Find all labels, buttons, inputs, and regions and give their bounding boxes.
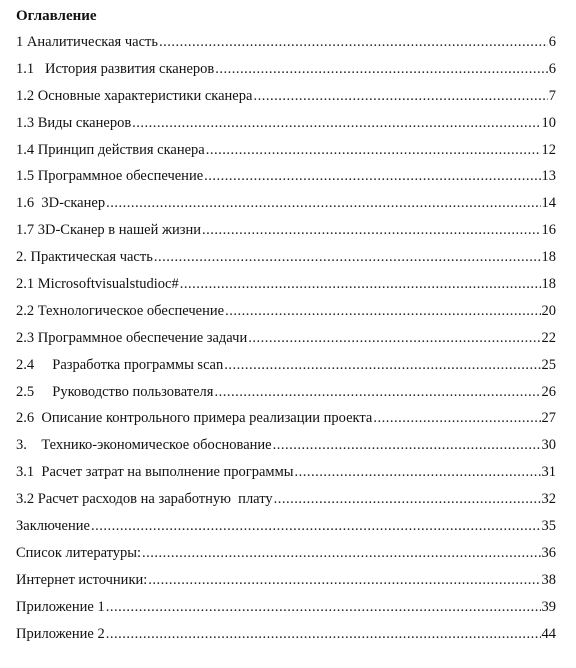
toc-dot-leader — [106, 624, 541, 644]
toc-entry-label: 1 Аналитическая часть — [16, 34, 158, 50]
toc-entry-page-number: 27 — [541, 410, 556, 427]
toc-title: Оглавление — [16, 8, 97, 24]
toc-entry[interactable] — [16, 113, 556, 140]
toc-entry-label: 3.2 Расчет расходов на заработную плату — [16, 491, 273, 508]
toc-dot-leader — [204, 166, 540, 186]
toc-entry[interactable] — [16, 516, 556, 543]
toc-entry[interactable] — [16, 355, 556, 382]
toc-entry-page-number: 30 — [541, 437, 556, 454]
toc-dot-leader — [154, 247, 541, 267]
toc-dot-leader — [142, 543, 540, 563]
toc-entry-label: 2.2 Технологическое обеспечение — [16, 302, 225, 319]
toc-dot-leader — [91, 516, 541, 536]
toc-entry[interactable] — [16, 220, 556, 247]
toc-dot-leader — [106, 597, 541, 617]
toc-entry-page-number: 31 — [541, 464, 556, 481]
toc-entry[interactable] — [16, 301, 556, 328]
toc-entry-label: 2.3 Программное обеспечение задачи — [16, 329, 248, 346]
toc-entry-page-number: 39 — [541, 598, 556, 615]
toc-list — [16, 32, 556, 650]
toc-entry-page-number: 18 — [541, 276, 556, 293]
toc-entry-page-number: 26 — [541, 383, 556, 400]
toc-entry[interactable] — [16, 462, 556, 489]
toc-entry-label: 2. Практическая часть — [16, 249, 153, 266]
toc-entry-page-number: 7 — [548, 87, 556, 104]
toc-entry-label: 1.6 3D-сканер — [16, 195, 106, 212]
toc-entry-label: 2.5 Руководство пользователя — [16, 383, 214, 400]
toc-entry-label: Интернет источники: — [16, 571, 148, 588]
toc-entry[interactable] — [16, 59, 556, 86]
toc-entry-label: 2.6 Описание контрольного примера реализации проекта — [16, 410, 373, 427]
toc-entry-page-number: 12 — [541, 141, 556, 158]
toc-entry-label: 3. Технико-экономическое обоснование — [16, 437, 272, 454]
toc-entry[interactable] — [16, 274, 556, 301]
toc-dot-leader — [180, 274, 541, 294]
toc-dot-leader — [273, 435, 541, 455]
toc-entry[interactable] — [16, 543, 556, 570]
toc-dot-leader — [225, 301, 540, 321]
toc-entry-page-number: 25 — [541, 356, 556, 373]
toc-entry-page-number: 13 — [541, 168, 556, 185]
toc-entry-label: Список литературы: — [16, 544, 142, 561]
toc-entry[interactable] — [16, 328, 556, 355]
toc-entry-label: 1.1 История развития сканеров — [16, 60, 215, 77]
toc-entry-page-number: 32 — [541, 491, 556, 508]
toc-entry-label: Приложение 1 — [16, 598, 105, 615]
toc-entry-page-number: 14 — [541, 195, 556, 212]
toc-entry-label: 1.4 Принцип действия сканера — [16, 141, 205, 158]
toc-entry[interactable] — [16, 624, 556, 651]
toc-entry-page-number: 35 — [541, 518, 556, 535]
toc-entry-page-number: 36 — [541, 544, 556, 561]
toc-dot-leader — [148, 570, 540, 590]
toc-dot-leader — [215, 59, 547, 79]
toc-entry-label: Приложение 2 — [16, 625, 105, 642]
toc-dot-leader — [106, 193, 540, 213]
toc-entry-page-number: 18 — [541, 249, 556, 266]
toc-dot-leader — [159, 32, 548, 52]
toc-dot-leader — [274, 489, 541, 509]
toc-dot-leader — [248, 328, 540, 348]
toc-entry-page-number: 16 — [541, 222, 556, 239]
toc-entry[interactable] — [16, 597, 556, 624]
toc-entry-label: 1.7 3D-Сканер в нашей жизни — [16, 222, 201, 239]
toc-entry-label: 1.2 Основные характеристики сканера — [16, 87, 253, 104]
toc-dot-leader — [253, 86, 547, 106]
toc-entry-label: 2.4 Разработка программы scan — [16, 356, 224, 373]
toc-entry[interactable] — [16, 193, 556, 220]
toc-dot-leader — [224, 355, 540, 375]
toc-entry-page-number: 38 — [541, 571, 556, 588]
toc-entry-page-number: 44 — [541, 625, 556, 642]
toc-entry-page-number: 6 — [548, 34, 556, 50]
toc-entry[interactable] — [16, 435, 556, 462]
toc-dot-leader — [214, 382, 540, 402]
toc-entry[interactable] — [16, 86, 556, 113]
toc-entry-page-number: 20 — [541, 302, 556, 319]
toc-entry-page-number: 22 — [541, 329, 556, 346]
document-page — [16, 6, 556, 650]
toc-entry-label: 2.1 Microsoftvisualstudioc# — [16, 276, 179, 293]
toc-entry-label: 1.5 Программное обеспечение — [16, 168, 204, 185]
toc-dot-leader — [206, 140, 541, 160]
toc-entry-page-number: 6 — [548, 60, 556, 77]
toc-entry[interactable] — [16, 489, 556, 516]
toc-dot-leader — [373, 408, 540, 428]
toc-entry[interactable] — [16, 382, 556, 409]
toc-entry[interactable] — [16, 140, 556, 167]
toc-entry[interactable] — [16, 166, 556, 193]
toc-dot-leader — [132, 113, 540, 133]
toc-entry-label: 1.3 Виды сканеров — [16, 114, 132, 131]
toc-entry-label: 3.1 Расчет затрат на выполнение программы — [16, 464, 294, 481]
toc-entry[interactable] — [16, 570, 556, 597]
toc-entry[interactable] — [16, 408, 556, 435]
toc-entry[interactable] — [16, 32, 556, 59]
toc-entry-page-number: 10 — [541, 114, 556, 131]
toc-dot-leader — [202, 220, 541, 240]
toc-entry[interactable] — [16, 247, 556, 274]
toc-dot-leader — [295, 462, 541, 482]
toc-entry-label: Заключение — [16, 518, 90, 535]
